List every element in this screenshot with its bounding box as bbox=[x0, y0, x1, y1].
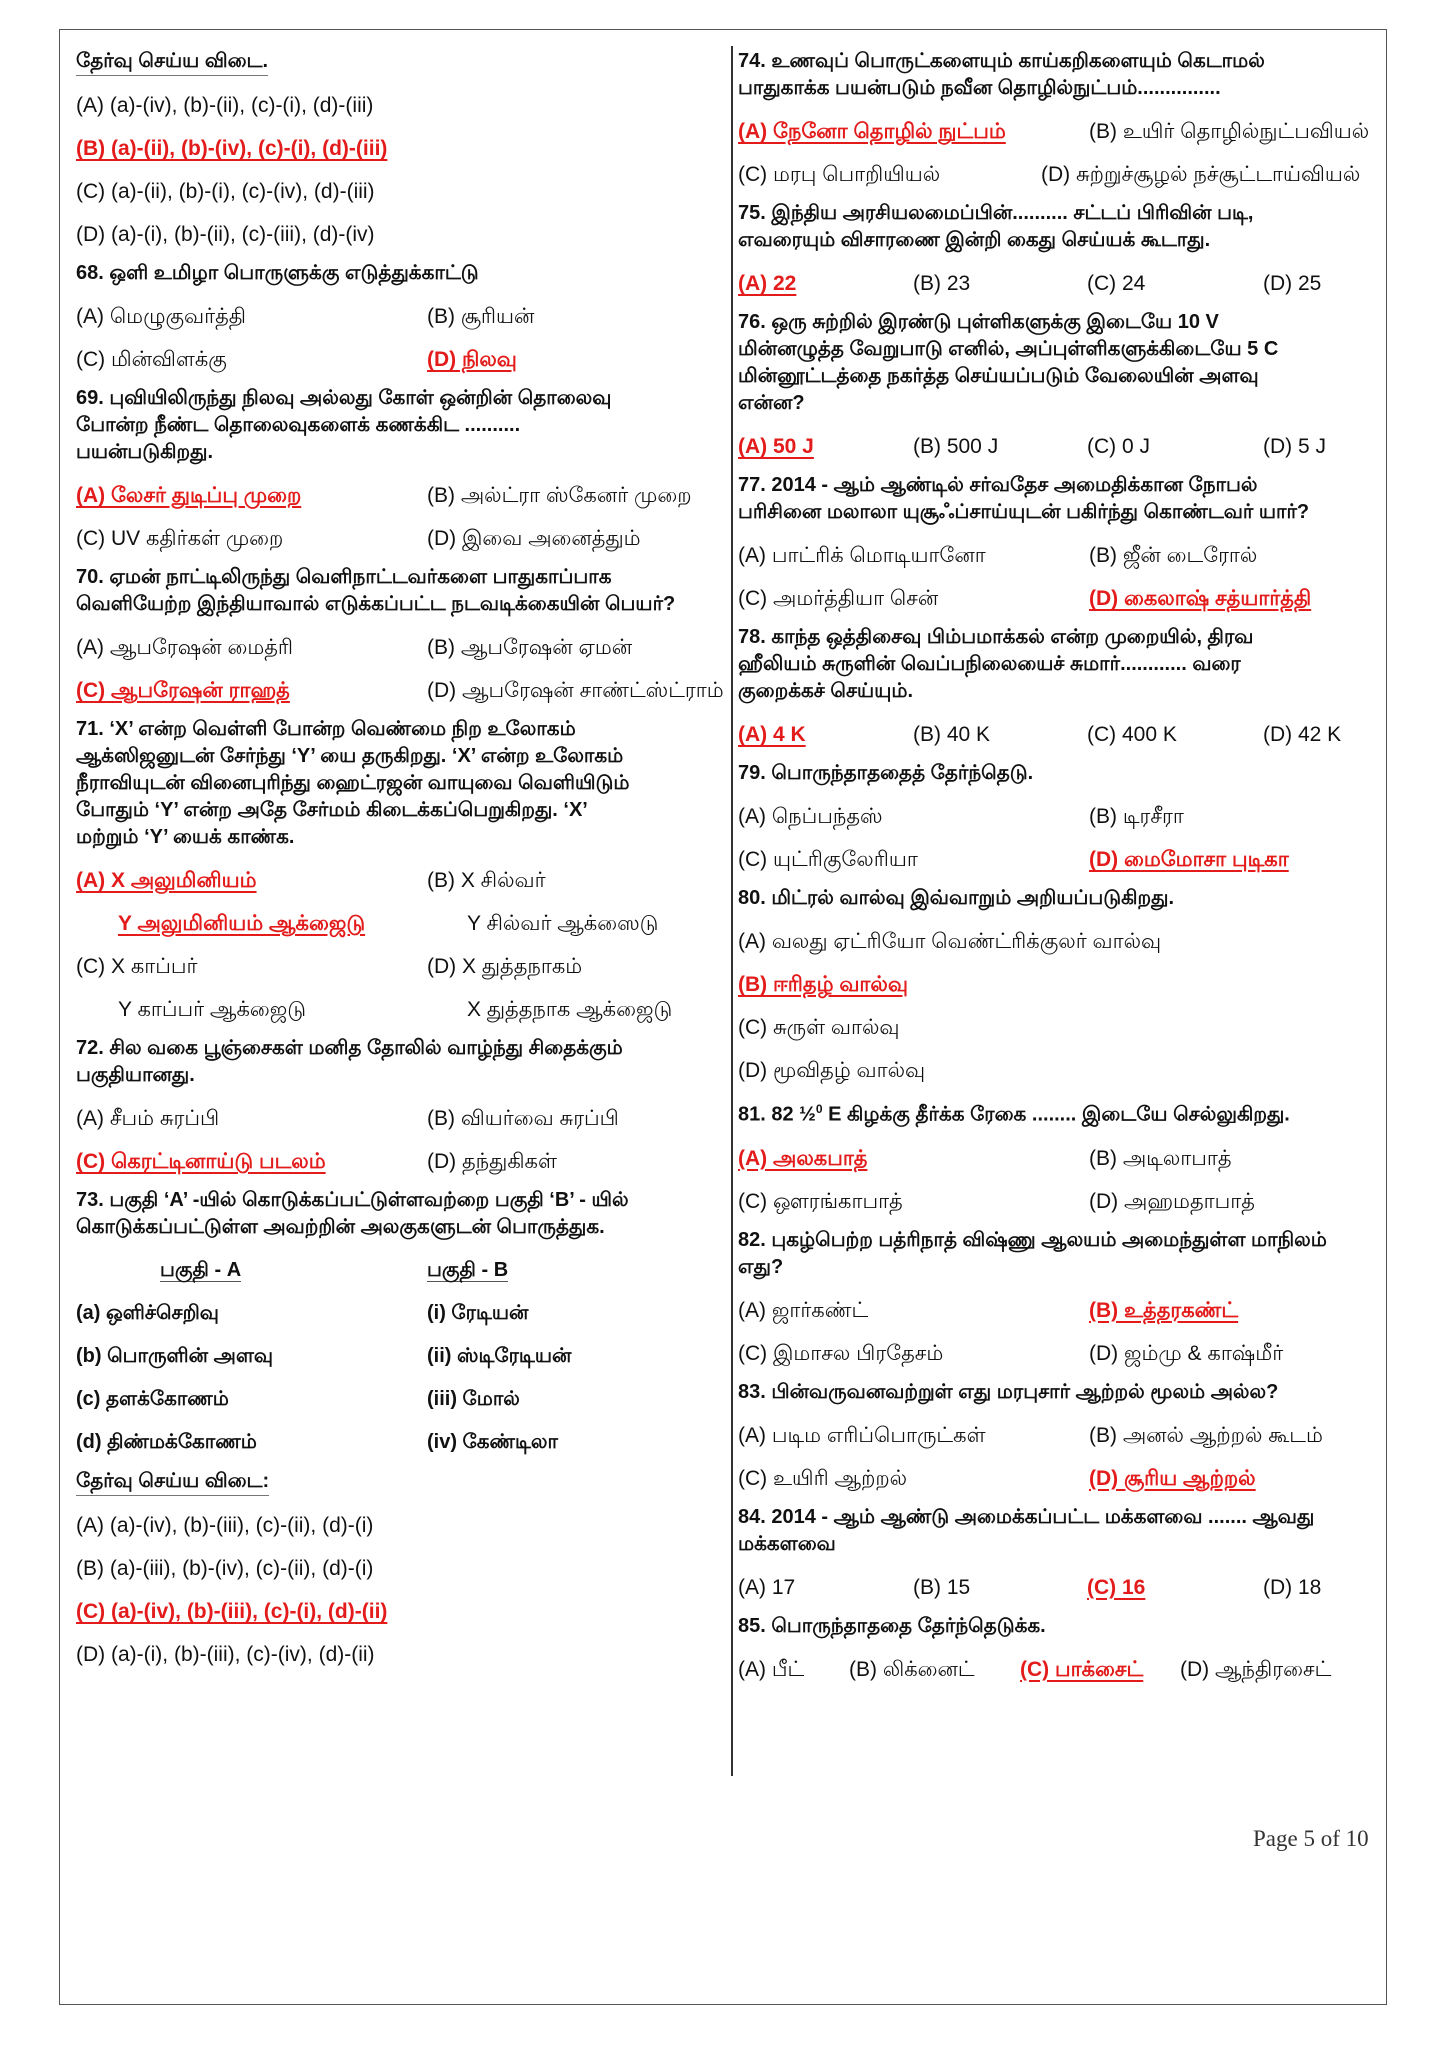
answer-option[interactable]: (D) மூவிதழ் வால்வு bbox=[738, 1059, 926, 1082]
question-line: 78. காந்த ஒத்திசைவு பிம்பமாக்கல் என்ற முறையில், திரவ bbox=[738, 626, 1254, 648]
question bbox=[738, 760, 1378, 787]
question bbox=[738, 1096, 1378, 1129]
answer-option[interactable]: X துத்தநாக ஆக்ஜைடு bbox=[467, 998, 673, 1021]
match-row bbox=[76, 1378, 726, 1421]
answer-option[interactable]: (C) மரபு பொறியியல் bbox=[738, 163, 941, 186]
answer-option-correct[interactable]: (C) பாக்சைட் bbox=[1020, 1657, 1144, 1681]
answer-option-correct[interactable]: (B) ஈரிதழ் வால்வு bbox=[738, 973, 908, 996]
column-header bbox=[427, 1249, 508, 1292]
option-row bbox=[738, 795, 1378, 838]
match-row bbox=[76, 1335, 726, 1378]
answer-option[interactable]: (D) (a)-(i), (b)-(iii), (c)-(iv), (d)-(ii) bbox=[76, 1643, 375, 1666]
column-divider bbox=[731, 46, 733, 1776]
answer-heading: தேர்வு செய்ய விடை: bbox=[76, 1468, 269, 1496]
option-row bbox=[738, 920, 1378, 963]
answer-option-correct[interactable]: (A) 22 bbox=[738, 272, 797, 295]
answer-option[interactable]: (B) அனல் ஆற்றல் கூடம் bbox=[1089, 1423, 1323, 1447]
question-line: மின்னூட்டத்தை நகர்த்த செய்யப்படும் வேலையின் அளவு bbox=[738, 365, 1259, 387]
question-line: 74. உணவுப் பொருட்களையும் காய்கறிகளையும் கெடாமல் bbox=[738, 50, 1265, 72]
answer-option-correct[interactable]: (D) மைமோசா புடிகா bbox=[1089, 848, 1289, 871]
option-row bbox=[738, 534, 1378, 577]
answer-option[interactable]: (B) 40 K bbox=[913, 723, 991, 746]
question-line: போன்ற நீண்ட தொலைவுகளைக் கணக்கிட .......... bbox=[76, 414, 521, 436]
answer-option[interactable]: (B) உயிர் தொழில்நுட்பவியல் bbox=[1089, 120, 1370, 143]
option-row bbox=[76, 517, 726, 560]
question-line: 69. புவியிலிருந்து நிலவு அல்லது கோள் ஒன்றின் தொலைவு bbox=[76, 387, 612, 409]
answer-option[interactable]: (A) மெழுகுவர்த்தி bbox=[76, 305, 246, 328]
answer-option-correct[interactable]: (C) ஆபரேஷன் ராஹத் bbox=[76, 679, 290, 702]
answer-option[interactable]: (A) ஆபரேஷன் மைத்ரி bbox=[76, 636, 294, 659]
column-header-text: பகுதி - B bbox=[427, 1259, 509, 1281]
question bbox=[738, 1613, 1378, 1640]
right-column bbox=[738, 44, 1378, 1691]
answer-option[interactable]: (B) (a)-(iii), (b)-(iv), (c)-(ii), (d)-(i) bbox=[76, 1557, 374, 1580]
answer-option[interactable]: (D) 42 K bbox=[1263, 723, 1342, 746]
answer-option-correct[interactable]: (A) 4 K bbox=[738, 723, 806, 746]
answer-option-correct[interactable]: (D) நிலவு bbox=[427, 348, 517, 371]
option-row bbox=[76, 1504, 726, 1547]
option-row bbox=[76, 859, 726, 902]
question bbox=[76, 564, 726, 618]
answer-option[interactable]: (B) 23 bbox=[913, 272, 971, 295]
option-row bbox=[76, 1633, 726, 1676]
answer-option[interactable]: (D) 25 bbox=[1263, 272, 1322, 295]
question-line: வெளியேற்ற இந்தியாவால் எடுக்கப்பட்ட நடவடிக்கையின் பெயர்? bbox=[76, 593, 676, 615]
option-row bbox=[76, 945, 726, 988]
question-line: 70. ஏமன் நாட்டிலிருந்து வெளிநாட்டவர்களை பாதுகாப்பாக bbox=[76, 566, 612, 588]
match-item: (ii) ஸ்டிரேடியன் bbox=[427, 1345, 572, 1367]
answer-heading: தேர்வு செய்ய விடை. bbox=[76, 48, 268, 76]
question bbox=[738, 885, 1378, 912]
match-row bbox=[76, 1421, 726, 1464]
option-row bbox=[738, 1289, 1378, 1332]
question-line: 72. சில வகை பூஞ்சைகள் மனித தோலில் வாழ்ந்து சிதைக்கும் bbox=[76, 1037, 623, 1059]
answer-option[interactable]: (C) UV கதிர்கள் முறை bbox=[76, 527, 284, 550]
answer-option[interactable]: (B) ஜீன் டைரோல் bbox=[1089, 544, 1258, 567]
answer-option[interactable]: (D) ஆந்திரசைட் bbox=[1180, 1657, 1332, 1681]
question-line: குறைக்கச் செய்யும். bbox=[738, 680, 913, 702]
answer-option[interactable]: (A) பீட் bbox=[738, 1657, 805, 1681]
question bbox=[738, 1504, 1378, 1558]
answer-option[interactable]: (C) 0 J bbox=[1087, 435, 1150, 458]
question-line: நீராவியுடன் வினைபுரிந்து ஹைட்ரஜன் வாயுவை வெளியிடும் bbox=[76, 772, 630, 794]
column-header bbox=[160, 1249, 241, 1292]
answer-option[interactable]: (D) அஹமதாபாத் bbox=[1089, 1189, 1255, 1213]
question-line: என்ன? bbox=[738, 392, 805, 414]
question bbox=[76, 260, 726, 287]
question bbox=[738, 200, 1378, 254]
option-row bbox=[738, 262, 1378, 305]
match-row bbox=[76, 1249, 726, 1292]
match-item: (iv) கேண்டிலா bbox=[427, 1431, 558, 1453]
question-text: E கிழக்கு தீர்க்க ரேகை ........ இடையே செல்லுகிறது. bbox=[822, 1103, 1290, 1126]
question-line: எவரையும் விசாரணை இன்றி கைது செய்யக் கூடாது. bbox=[738, 229, 1211, 251]
question bbox=[76, 1035, 726, 1089]
answer-option[interactable]: (B) வியர்வை சுரப்பி bbox=[427, 1107, 619, 1130]
option-row bbox=[738, 1137, 1378, 1180]
answer-option[interactable]: (B) டிரசீரா bbox=[1089, 805, 1184, 828]
answer-option[interactable]: (D) சுற்றுச்சூழல் நச்சூட்டாய்வியல் bbox=[1041, 163, 1361, 186]
question-line: 76. ஒரு சுற்றில் இரண்டு புள்ளிகளுக்கு இடையே 10 V bbox=[738, 311, 1219, 333]
option-row bbox=[738, 577, 1378, 620]
question-line: மின்னழுத்த வேறுபாடு எனில், அப்புள்ளிகளுக்கிடையே 5 C bbox=[738, 338, 1279, 360]
question-line bbox=[738, 1096, 1378, 1129]
option-row bbox=[76, 474, 726, 517]
answer-option-correct[interactable]: (B) (a)-(ii), (b)-(iv), (c)-(i), (d)-(iii) bbox=[76, 137, 388, 160]
answer-option[interactable]: (C) 400 K bbox=[1087, 723, 1177, 746]
answer-option[interactable]: (C) X காப்பர் bbox=[76, 955, 198, 978]
column-header-text: பகுதி - A bbox=[160, 1259, 242, 1281]
option-row bbox=[76, 626, 726, 669]
question-line: மற்றும் ‘Y’ யைக் காண்க. bbox=[76, 826, 295, 848]
answer-option[interactable]: (C) இமாசல பிரதேசம் bbox=[738, 1341, 944, 1365]
answer-option[interactable]: (B) 500 J bbox=[913, 435, 999, 458]
answer-option[interactable]: (C) (a)-(ii), (b)-(i), (c)-(iv), (d)-(iii) bbox=[76, 180, 375, 203]
answer-option[interactable]: (C) உயிரி ஆற்றல் bbox=[738, 1466, 908, 1490]
option-row bbox=[76, 1590, 726, 1633]
option-row bbox=[738, 1648, 1378, 1691]
question-text: 81. 82 ½ bbox=[738, 1103, 816, 1126]
option-row bbox=[738, 1566, 1378, 1609]
answer-option[interactable]: (D) X துத்தநாகம் bbox=[427, 955, 583, 978]
question bbox=[76, 716, 726, 851]
option-row bbox=[76, 84, 726, 127]
answer-heading-block bbox=[76, 1464, 726, 1504]
question-line: பகுதியானது. bbox=[76, 1064, 195, 1086]
option-row bbox=[738, 1414, 1378, 1457]
question-line: 77. 2014 - ஆம் ஆண்டில் சர்வதேச அமைதிக்கான நோபல் bbox=[738, 474, 1258, 496]
option-row bbox=[76, 338, 726, 381]
answer-option[interactable]: (A) வலது ஏட்ரியோ வெண்ட்ரிக்குலர் வால்வு bbox=[738, 930, 1162, 953]
question-line: 68. ஒளி உமிழா பொருளுக்கு எடுத்துக்காட்டு bbox=[76, 262, 479, 284]
answer-option[interactable]: (C) 24 bbox=[1087, 272, 1146, 295]
question-line: 71. ‘X’ என்ற வெள்ளி போன்ற வெண்மை நிற உலோகம் bbox=[76, 718, 576, 740]
question-line: 85. பொருந்தாததை தேர்ந்தெடுக்க. bbox=[738, 1614, 1046, 1637]
question bbox=[738, 1379, 1378, 1406]
match-item: (a) ஒளிச்செறிவு bbox=[76, 1302, 219, 1324]
answer-option[interactable]: (D) 18 bbox=[1263, 1575, 1322, 1599]
degree-superscript: 0 bbox=[815, 1102, 823, 1116]
option-row bbox=[738, 1332, 1378, 1375]
answer-option[interactable]: (A) 17 bbox=[738, 1575, 796, 1599]
option-row bbox=[738, 963, 1378, 1006]
match-item: (c) தளக்கோணம் bbox=[76, 1388, 229, 1410]
answer-heading-block bbox=[76, 44, 726, 84]
page-number: Page 5 of 10 bbox=[1253, 1826, 1369, 1851]
answer-option[interactable]: (C) ஔரங்காபாத் bbox=[738, 1189, 903, 1213]
answer-option[interactable]: (C) சுருள் வால்வு bbox=[738, 1016, 900, 1039]
question bbox=[76, 1187, 726, 1241]
question-line: 83. பின்வருவனவற்றுள் எது மரபுசார் ஆற்றல் மூலம் அல்ல? bbox=[738, 1380, 1279, 1403]
question-line: பரிசினை மலாலா யுசூஃப்சாய்யுடன் பகிர்ந்து கொண்டவர் யார்? bbox=[738, 501, 1310, 523]
answer-option[interactable]: (B) அல்ட்ரா ஸ்கேனர் முறை bbox=[427, 484, 692, 507]
answer-option-correct[interactable]: (C) கெரட்டினாய்டு படலம் bbox=[76, 1150, 326, 1173]
left-column bbox=[76, 44, 726, 1676]
question-line: மக்களவை bbox=[738, 1532, 836, 1555]
answer-option-correct[interactable]: (D) கைலாஷ் சத்யார்த்தி bbox=[1089, 587, 1312, 610]
answer-option[interactable]: (A) ஜார்கண்ட் bbox=[738, 1298, 869, 1322]
question bbox=[738, 472, 1378, 526]
match-row bbox=[76, 1292, 726, 1335]
answer-option-correct[interactable]: (C) 16 bbox=[1087, 1575, 1146, 1599]
question-line: 75. இந்திய அரசியலமைப்பின்.......... சட்டப் பிரிவின் படி, bbox=[738, 202, 1254, 224]
option-row bbox=[738, 110, 1378, 153]
match-item: (iii) மோல் bbox=[427, 1388, 520, 1410]
answer-option-correct[interactable]: (A) X அலுமினியம் bbox=[76, 869, 257, 892]
match-item: (b) பொருளின் அளவு bbox=[76, 1345, 274, 1367]
option-row bbox=[76, 1140, 726, 1183]
question-line: பயன்படுகிறது. bbox=[76, 441, 214, 463]
question-line: 79. பொருந்தாததைத் தேர்ந்தெடு. bbox=[738, 762, 1034, 784]
option-row bbox=[76, 213, 726, 256]
answer-option[interactable]: (C) யுட்ரிகுலேரியா bbox=[738, 848, 918, 871]
option-row bbox=[738, 1180, 1378, 1223]
answer-option-correct[interactable]: (A) நேனோ தொழில் நுட்பம் bbox=[738, 120, 1006, 143]
question-line: போதும் ‘Y’ என்ற அதே சேர்மம் கிடைக்கப்பெறுகிறது. ‘X’ bbox=[76, 799, 588, 821]
answer-option[interactable]: (A) நெப்பந்தஸ் bbox=[738, 805, 883, 828]
answer-option[interactable]: (D) ஆபரேஷன் சாண்ட்ஸ்ட்ராம் bbox=[427, 679, 724, 702]
answer-option[interactable]: (A) படிம எரிப்பொருட்கள் bbox=[738, 1423, 986, 1447]
option-row bbox=[76, 902, 726, 945]
question bbox=[738, 624, 1378, 705]
question-line: பாதுகாக்க பயன்படும் நவீன தொழில்நுட்பம்............... bbox=[738, 77, 1221, 99]
answer-option-correct[interactable]: Y அலுமினியம் ஆக்ஜைடு bbox=[118, 912, 366, 935]
answer-option[interactable]: (D) தந்துகிகள் bbox=[427, 1150, 557, 1173]
option-row bbox=[76, 295, 726, 338]
question bbox=[738, 48, 1378, 102]
answer-option[interactable]: (A) (a)-(iv), (b)-(ii), (c)-(i), (d)-(iii) bbox=[76, 94, 374, 117]
match-item: (d) திண்மக்கோணம் bbox=[76, 1431, 257, 1453]
answer-option-correct[interactable]: (C) (a)-(iv), (b)-(iii), (c)-(i), (d)-(ii) bbox=[76, 1600, 388, 1623]
answer-option-correct[interactable]: (A) 50 J bbox=[738, 435, 814, 458]
option-row bbox=[76, 1097, 726, 1140]
answer-option[interactable]: (A) பாட்ரிக் மொடியானோ bbox=[738, 544, 986, 567]
answer-option[interactable]: (D) இவை அனைத்தும் bbox=[427, 527, 641, 550]
question-line: 73. பகுதி ‘A’ -யில் கொடுக்கப்பட்டுள்ளவற்றை பகுதி ‘B’ - யில் bbox=[76, 1189, 629, 1211]
question-line: ஹீலியம் சுருளின் வெப்பநிலையைச் சுமார்............ வரை bbox=[738, 653, 1241, 675]
option-row bbox=[738, 1457, 1378, 1500]
answer-option[interactable]: (D) 5 J bbox=[1263, 435, 1326, 458]
answer-option[interactable]: (C) அமர்த்தியா சென் bbox=[738, 587, 939, 610]
answer-option[interactable]: (A) (a)-(iv), (b)-(iii), (c)-(ii), (d)-(i) bbox=[76, 1514, 374, 1537]
answer-option[interactable]: Y சில்வர் ஆக்ஸைடு bbox=[467, 912, 659, 935]
question bbox=[738, 309, 1378, 417]
answer-option[interactable]: (B) ஆபரேஷன் ஏமன் bbox=[427, 636, 633, 659]
answer-option[interactable]: (B) சூரியன் bbox=[427, 305, 535, 328]
question-line: 80. மிட்ரல் வால்வு இவ்வாறும் அறியப்படுகிறது. bbox=[738, 887, 1174, 909]
option-row bbox=[738, 1006, 1378, 1049]
match-item: (i) ரேடியன் bbox=[427, 1302, 529, 1324]
question bbox=[738, 1227, 1378, 1281]
option-row bbox=[76, 127, 726, 170]
option-row bbox=[76, 1547, 726, 1590]
answer-option[interactable]: (A) சீபம் சுரப்பி bbox=[76, 1107, 220, 1130]
option-row bbox=[76, 988, 726, 1031]
option-row bbox=[738, 1049, 1378, 1092]
option-row bbox=[76, 669, 726, 712]
option-row bbox=[738, 838, 1378, 881]
option-row bbox=[76, 170, 726, 213]
answer-option[interactable]: (B) X சில்வர் bbox=[427, 869, 546, 892]
option-row bbox=[738, 713, 1378, 756]
answer-option[interactable]: Y காப்பர் ஆக்ஜைடு bbox=[118, 998, 307, 1021]
answer-option-correct[interactable]: (D) சூரிய ஆற்றல் bbox=[1089, 1466, 1256, 1490]
question-line: கொடுக்கப்பட்டுள்ள அவற்றின் அலகுகளுடன் பொருத்துக. bbox=[76, 1216, 605, 1238]
answer-option-correct[interactable]: (A) லேசர் துடிப்பு முறை bbox=[76, 484, 302, 507]
question-line: 84. 2014 - ஆம் ஆண்டு அமைக்கப்பட்ட மக்களவை ....... ஆவது bbox=[738, 1505, 1315, 1528]
question-line: 82. புகழ்பெற்ற பத்ரிநாத் விஷ்ணு ஆலயம் அமைந்துள்ள மாநிலம் bbox=[738, 1228, 1327, 1251]
answer-option[interactable]: (B) 15 bbox=[913, 1575, 971, 1599]
answer-option[interactable]: (B) லிக்னைட் bbox=[849, 1657, 975, 1681]
answer-option[interactable]: (D) (a)-(i), (b)-(ii), (c)-(iii), (d)-(iv) bbox=[76, 223, 375, 246]
answer-option[interactable]: (C) மின்விளக்கு bbox=[76, 348, 227, 371]
question-line: ஆக்ஸிஜனுடன் சேர்ந்து ‘Y’ யை தருகிறது. ‘X’ என்ற உலோகம் bbox=[76, 745, 624, 767]
answer-option[interactable]: (B) அடிலாபாத் bbox=[1089, 1146, 1232, 1170]
question-line: எது? bbox=[738, 1255, 784, 1278]
answer-option[interactable]: (D) ஜம்மு & காஷ்மீர் bbox=[1089, 1341, 1284, 1365]
option-row bbox=[738, 153, 1378, 196]
answer-option-correct[interactable]: (B) உத்தரகண்ட் bbox=[1089, 1298, 1239, 1322]
question bbox=[76, 385, 726, 466]
answer-option-correct[interactable]: (A) அலகபாத் bbox=[738, 1146, 868, 1170]
option-row bbox=[738, 425, 1378, 468]
